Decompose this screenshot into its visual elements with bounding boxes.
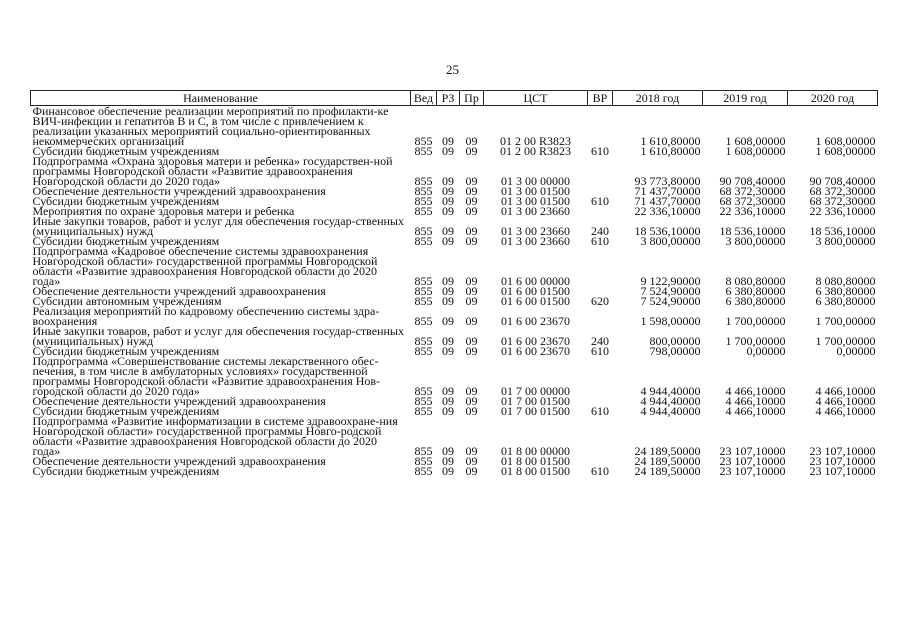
header-2018: 2018 год — [613, 91, 703, 106]
cell-pr: 09 — [465, 464, 478, 478]
cell-pr: 09 — [465, 454, 478, 468]
cell-ved: 855 — [414, 144, 433, 158]
cell-2020: 0,00000 — [836, 344, 876, 358]
cell-rz: 09 — [442, 294, 454, 308]
cell-2018: 24 189,50000 — [634, 464, 701, 478]
cell-pr: 09 — [465, 144, 478, 158]
cell-2020: 1 608,00000 — [815, 144, 876, 158]
cell-rz: 09 — [442, 334, 454, 348]
cell-2019: 23 107,10000 — [719, 464, 786, 478]
cell-name: Обеспечение деятельности учреждений здравоохранения — [32, 284, 326, 298]
cell-pr: 09 — [465, 234, 478, 248]
cell-ved: 855 — [414, 314, 433, 328]
page-number: 25 — [446, 62, 459, 77]
cell-rz: 09 — [442, 394, 454, 408]
cell-2018: 3 800,00000 — [640, 234, 701, 248]
cell-name: Обеспечение деятельности учреждений здравоохранения — [32, 184, 326, 198]
table-body — [31, 106, 878, 477]
table-row — [31, 466, 878, 476]
cell-2018: 93 773,80000 — [634, 174, 701, 188]
cell-2019: 1 700,00000 — [725, 314, 786, 328]
cell-2020: 4 466,10000 — [815, 394, 876, 408]
cell-2019: 22 336,10000 — [719, 204, 786, 218]
cell-vr: 610 — [591, 144, 609, 158]
cell-rz: 09 — [442, 454, 454, 468]
cell-pr: 09 — [465, 294, 478, 308]
cell-name: Подпрограмма «Охрана здоровья матери и ребенка» государствен-ной программы Новгородской области «Развитие здравоохранения Новгородской области до 2020 года» — [32, 154, 393, 188]
header-rz: РЗ — [437, 91, 460, 106]
cell-pr: 09 — [465, 184, 478, 198]
cell-name: Субсидии бюджетным учреждениям — [32, 144, 220, 158]
cell-name: Мероприятия по охране здоровья матери и ребенка — [32, 204, 295, 218]
cell-rz: 09 — [442, 204, 454, 218]
cell-2020: 4 466,10000 — [815, 384, 876, 398]
cell-rz: 09 — [442, 464, 454, 478]
cell-2020: 1 700,00000 — [815, 314, 876, 328]
cell-2018: 798,00000 — [649, 344, 701, 358]
cell-pr: 09 — [465, 384, 478, 398]
cell-cst: 01 3 00 23660 — [501, 204, 570, 218]
cell-2019: 4 466,10000 — [725, 394, 786, 408]
cell-2019: 0,00000 — [746, 344, 786, 358]
cell-vr: 610 — [591, 464, 609, 478]
cell-cst: 01 6 00 01500 — [501, 284, 570, 298]
cell-rz: 09 — [442, 274, 454, 288]
cell-ved: 855 — [414, 234, 433, 248]
cell-cst: 01 7 00 01500 — [501, 394, 570, 408]
cell-rz: 09 — [442, 194, 454, 208]
cell-2019: 6 380,80000 — [725, 294, 786, 308]
cell-ved: 855 — [414, 454, 433, 468]
budget-table — [30, 90, 878, 476]
cell-2020: 3 800,00000 — [815, 234, 876, 248]
cell-cst: 01 7 00 00000 — [501, 384, 570, 398]
cell-vr: 240 — [591, 224, 609, 238]
cell-name: Иные закупки товаров, работ и услуг для обеспечения государ-ственных (муниципальных) нужд — [32, 324, 404, 348]
cell-pr: 09 — [465, 224, 478, 238]
cell-vr — [588, 306, 613, 326]
cell-2018: 24 189,50000 — [634, 454, 701, 468]
table-row — [31, 416, 878, 456]
cell-2020: 23 107,10000 — [809, 464, 876, 478]
cell-ved: 855 — [414, 394, 433, 408]
cell-cst: 01 6 00 23670 — [501, 344, 570, 358]
cell-ved: 855 — [414, 464, 433, 478]
header-2020: 2020 год — [788, 91, 878, 106]
cell-ved: 855 — [414, 224, 433, 238]
cell-2018: 71 437,70000 — [634, 194, 701, 208]
cell-cst: 01 8 00 01500 — [501, 464, 570, 478]
cell-2020: 6 380,80000 — [815, 294, 876, 308]
cell-pr: 09 — [465, 204, 478, 218]
cell-name: Иные закупки товаров, работ и услуг для обеспечения государ-ственных (муниципальных) нужд — [32, 214, 404, 238]
cell-2018: 24 189,50000 — [634, 444, 701, 458]
cell-name: Обеспечение деятельности учреждений здравоохранения — [32, 394, 326, 408]
cell-vr: 610 — [591, 234, 609, 248]
cell-name: Субсидии бюджетным учреждениям — [32, 464, 220, 478]
cell-2018: 7 524,90000 — [640, 294, 701, 308]
cell-2018: 4 944,40000 — [640, 394, 701, 408]
cell-vr — [588, 246, 613, 286]
cell-ved: 855 — [414, 204, 433, 218]
cell-ved: 855 — [414, 404, 433, 418]
cell-cst: 01 6 00 23670 — [501, 334, 570, 348]
cell-pr: 09 — [465, 314, 478, 328]
cell-2018: 9 122,90000 — [640, 274, 701, 288]
table-row — [31, 326, 878, 346]
cell-cst: 01 8 00 01500 — [501, 454, 570, 468]
header-ved: Вед — [411, 91, 437, 106]
cell-2019: 4 466,10000 — [725, 384, 786, 398]
cell-2020: 8 080,80000 — [815, 274, 876, 288]
cell-2020: 6 380,80000 — [815, 284, 876, 298]
cell-2019: 6 380,80000 — [725, 284, 786, 298]
cell-pr: 09 — [465, 344, 478, 358]
cell-rz: 09 — [442, 134, 454, 148]
cell-2020: 1 700,00000 — [815, 334, 876, 348]
cell-2019: 90 708,40000 — [719, 174, 786, 188]
cell-2018: 1 610,80000 — [640, 144, 701, 158]
cell-cst: 01 2 00 R3823 — [499, 134, 571, 148]
cell-vr: 610 — [591, 404, 609, 418]
cell-ved: 855 — [414, 284, 433, 298]
cell-2019: 23 107,10000 — [719, 444, 786, 458]
cell-cst: 01 3 00 00000 — [501, 174, 570, 188]
cell-vr: 620 — [591, 294, 609, 308]
cell-pr: 09 — [465, 394, 478, 408]
cell-2018: 4 944,40000 — [640, 384, 701, 398]
cell-vr — [588, 156, 613, 186]
cell-ved: 855 — [414, 194, 433, 208]
table-row — [31, 306, 878, 326]
cell-2019: 8 080,80000 — [725, 274, 786, 288]
cell-pr: 09 — [465, 174, 478, 188]
cell-vr — [588, 106, 613, 147]
table-row — [31, 156, 878, 186]
cell-ved: 855 — [414, 294, 433, 308]
cell-2019: 18 536,10000 — [719, 224, 786, 238]
cell-rz: 09 — [442, 344, 454, 358]
cell-rz: 09 — [442, 174, 454, 188]
cell-2019: 23 107,10000 — [719, 454, 786, 468]
cell-name: Субсидии бюджетным учреждениям — [32, 234, 220, 248]
cell-2018: 1 610,80000 — [640, 134, 701, 148]
cell-vr: 610 — [591, 194, 609, 208]
cell-vr: 610 — [591, 344, 609, 358]
cell-ved: 855 — [414, 334, 433, 348]
cell-name: Субсидии бюджетным учреждениям — [32, 194, 220, 208]
header-name: Наименование — [31, 91, 411, 106]
cell-2019: 4 466,10000 — [725, 404, 786, 418]
cell-cst: 01 8 00 00000 — [501, 444, 570, 458]
cell-pr: 09 — [465, 404, 478, 418]
cell-vr — [588, 356, 613, 396]
cell-2020: 22 336,10000 — [809, 204, 876, 218]
cell-cst: 01 3 00 23660 — [501, 224, 570, 238]
cell-name: Финансовое обеспечение реализации мероприятий по профилакти-ке ВИЧ-инфекции и гепатитов В и С, в том числе с привлечением к реализации указанных мероприятий социально-ориентированных некоммерческих организаций — [32, 104, 389, 148]
cell-rz: 09 — [442, 224, 454, 238]
cell-2020: 68 372,30000 — [809, 184, 876, 198]
cell-cst: 01 6 00 00000 — [501, 274, 570, 288]
cell-rz: 09 — [442, 384, 454, 398]
cell-2018: 7 524,90000 — [640, 284, 701, 298]
cell-2020: 1 608,00000 — [815, 134, 876, 148]
cell-2018: 4 944,40000 — [640, 404, 701, 418]
cell-2018: 71 437,70000 — [634, 184, 701, 198]
header-cst: ЦСТ — [484, 91, 588, 106]
cell-rz: 09 — [442, 314, 454, 328]
cell-ved: 855 — [414, 274, 433, 288]
cell-name: Подпрограмма «Кадровое обеспечение системы здравоохранения Новгородской области» государственной программы Новгородской области «Развитие здравоохранения Новгородской области до 2020 года» — [32, 244, 378, 288]
table-row — [31, 216, 878, 236]
cell-2019: 1 608,00000 — [725, 144, 786, 158]
cell-ved: 855 — [414, 174, 433, 188]
cell-name: Подпрограмма «Совершенствование системы лекарственного обес-печения, в том числе в амбулаторных условиях» государственной программы Новгородской области «Развитие здравоохранения Нов-городской области до 2020 года» — [32, 354, 381, 398]
cell-rz: 09 — [442, 144, 454, 158]
cell-name: Реализация мероприятий по кадровому обеспечению системы здра-воохранения — [32, 304, 380, 328]
cell-vr — [588, 416, 613, 456]
cell-ved: 855 — [414, 134, 433, 148]
cell-2019: 68 372,30000 — [719, 184, 786, 198]
table-row — [31, 356, 878, 396]
header-2019: 2019 год — [703, 91, 788, 106]
cell-rz: 09 — [442, 404, 454, 418]
cell-rz: 09 — [442, 444, 454, 458]
cell-2020: 23 107,10000 — [809, 444, 876, 458]
cell-vr: 240 — [591, 334, 609, 348]
table-row — [31, 106, 878, 147]
cell-name: Субсидии бюджетным учреждениям — [32, 344, 220, 358]
cell-2020: 4 466,10000 — [815, 404, 876, 418]
cell-cst: 01 3 00 23660 — [501, 234, 570, 248]
cell-2018: 22 336,10000 — [634, 204, 701, 218]
cell-2019: 3 800,00000 — [725, 234, 786, 248]
cell-2020: 18 536,10000 — [809, 224, 876, 238]
table-row — [31, 246, 878, 286]
cell-cst: 01 3 00 01500 — [501, 184, 570, 198]
cell-name: Обеспечение деятельности учреждений здравоохранения — [32, 454, 326, 468]
cell-rz: 09 — [442, 234, 454, 248]
cell-2018: 18 536,10000 — [634, 224, 701, 238]
cell-cst: 01 7 00 01500 — [501, 404, 570, 418]
cell-2020: 68 372,30000 — [809, 194, 876, 208]
cell-ved: 855 — [414, 444, 433, 458]
cell-2018: 800,00000 — [649, 334, 701, 348]
cell-2020: 90 708,40000 — [809, 174, 876, 188]
cell-rz: 09 — [442, 284, 454, 298]
cell-pr: 09 — [465, 444, 478, 458]
cell-name: Субсидии бюджетным учреждениям — [32, 404, 220, 418]
cell-2018: 1 598,00000 — [640, 314, 701, 328]
cell-cst: 01 6 00 23670 — [501, 314, 570, 328]
cell-cst: 01 3 00 01500 — [501, 194, 570, 208]
header-pr: Пр — [460, 91, 484, 106]
cell-name: Подпрограмма «Развитие информатизации в системе здравоохране-ния Новгородской области» государственной программы Новго-родской области «Развитие здравоохранения Новгородской области до 2020 года» — [32, 414, 398, 458]
cell-pr: 09 — [465, 274, 478, 288]
cell-ved: 855 — [414, 344, 433, 358]
cell-2020: 23 107,10000 — [809, 454, 876, 468]
cell-2019: 1 608,00000 — [725, 134, 786, 148]
cell-name: Субсидии автономным учреждениям — [32, 294, 222, 308]
cell-pr: 09 — [465, 284, 478, 298]
cell-ved: 855 — [414, 384, 433, 398]
cell-pr: 09 — [465, 194, 478, 208]
cell-rz: 09 — [442, 184, 454, 198]
cell-cst: 01 2 00 R3823 — [499, 144, 571, 158]
cell-cst: 01 6 00 01500 — [501, 294, 570, 308]
cell-2019: 68 372,30000 — [719, 194, 786, 208]
cell-pr: 09 — [465, 334, 478, 348]
cell-2019: 1 700,00000 — [725, 334, 786, 348]
cell-ved: 855 — [414, 184, 433, 198]
cell-pr: 09 — [465, 134, 478, 148]
header-vr: ВР — [588, 91, 613, 106]
